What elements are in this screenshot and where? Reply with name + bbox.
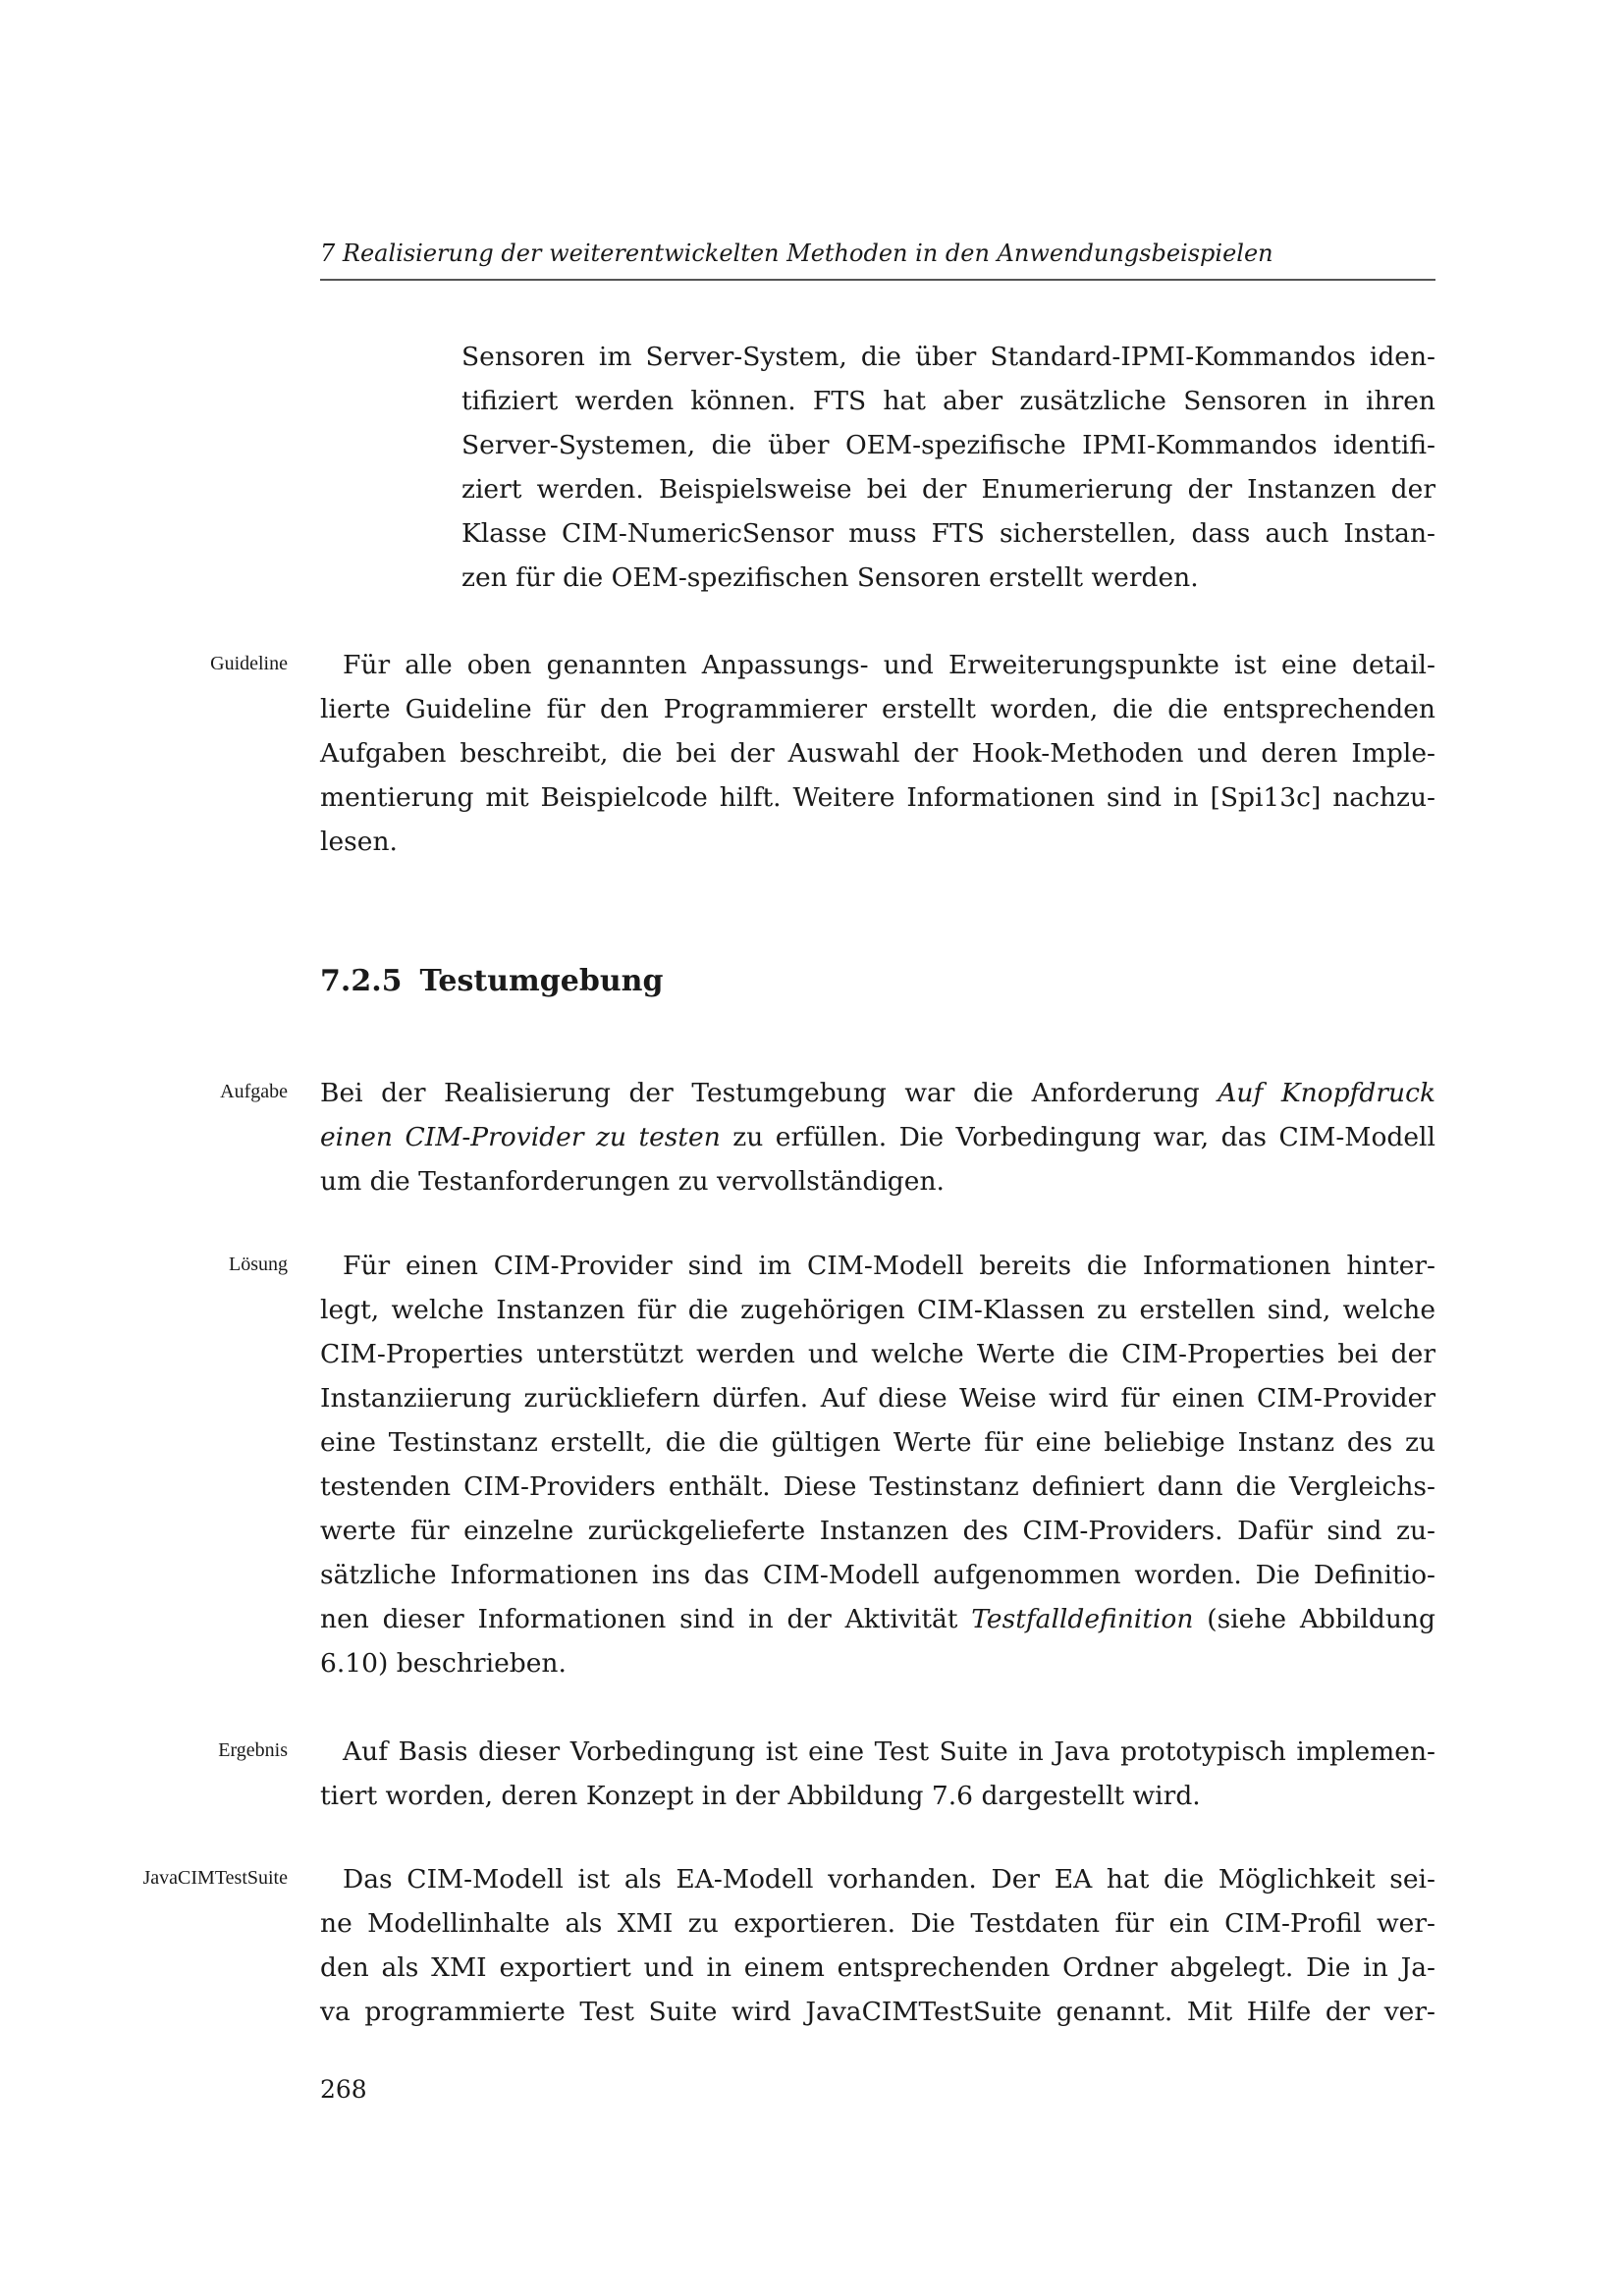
text-line: tifiziert werden können. FTS hat aber zusätzliche Sensoren in ihren [461,386,1435,416]
text-line: um die Testanforderungen zu vervollständigen. [320,1166,945,1197]
margin-note-ergebnis: Ergebnis [218,1739,288,1761]
text-line: lesen. [320,827,398,857]
text-line [320,1115,1435,1159]
text-line: mentierung mit Beispielcode hilft. Weitere Informationen sind in [Spi13c] nachzu- [320,782,1435,813]
text-line: Das CIM-Modell ist als EA-Modell vorhanden. Der EA hat die Möglichkeit sei- [343,1864,1435,1895]
text-line: den als XMI exportiert und in einem entsprechenden Ordner abgelegt. Die in Ja- [320,1952,1435,1983]
guideline-paragraph [320,643,1435,864]
italic-span: Auf Knopfdruck [1218,1078,1436,1108]
text-line: sätzliche Informationen ins das CIM-Modell aufgenommen worden. Die Definitio- [320,1560,1435,1590]
text-line: CIM-Properties unterstützt werden und welche Werte die CIM-Properties bei der [320,1339,1435,1369]
page-number: 268 [320,2075,367,2104]
section-title: Testumgebung [419,964,664,998]
loesung-paragraph [320,1244,1435,1685]
text-line: lierte Guideline für den Programmierer erstellt worden, die die entsprechenden [320,694,1435,724]
text-line: Für alle oben genannten Anpassungs- und Erweiterungspunkte ist eine detail- [343,650,1435,680]
italic-span: Testfalldefinition [971,1604,1194,1634]
ergebnis-paragraph [320,1730,1435,1818]
running-header: 7 Realisierung der weiterentwickelten Methoden in den Anwendungsbeispielen [320,240,1273,267]
text-line: Auf Basis dieser Vorbedingung ist eine Test Suite in Java prototypisch implemen- [343,1736,1435,1767]
text-span: nen dieser Informationen sind in der Aktivität [320,1604,972,1634]
text-line: 6.10) beschrieben. [320,1648,567,1679]
header-rule [320,279,1435,281]
text-span: (siehe Abbildung [1193,1604,1435,1634]
section-number: 7.2.5 [320,964,403,998]
text-line: Klasse CIM-NumericSensor muss FTS sicherstellen, dass auch Instan- [461,518,1435,549]
text-line: ne Modellinhalte als XMI zu exportieren. Die Testdaten für ein CIM-Profil wer- [320,1908,1435,1939]
text-line: va programmierte Test Suite wird JavaCIMTestSuite genannt. Mit Hilfe der ver- [320,1997,1435,2027]
text-line: legt, welche Instanzen für die zugehörigen CIM-Klassen zu erstellen sind, welche [320,1295,1435,1325]
text-span: zu erfüllen. Die Vorbedingung war, das CIM-Modell [720,1122,1435,1152]
text-line: Instanziierung zurückliefern dürfen. Auf diese Weise wird für einen CIM-Provider [320,1383,1435,1414]
margin-note-guideline: Guideline [210,653,288,674]
text-line: zen für die OEM-spezifischen Sensoren erstellt werden. [461,562,1199,593]
text-line [320,1597,1435,1641]
text-line: tiert worden, deren Konzept in der Abbildung 7.6 dargestellt wird. [320,1781,1201,1811]
text-line: Aufgaben beschreibt, die bei der Auswahl der Hook-Methoden und deren Imple- [320,738,1435,769]
text-line: Sensoren im Server-System, die über Standard-IPMI-Kommandos iden- [461,342,1435,372]
javacim-paragraph [320,1857,1435,2034]
intro-paragraph [461,335,1435,600]
text-line: testenden CIM-Providers enthält. Diese Testinstanz definiert dann die Vergleichs- [320,1471,1435,1502]
margin-note-loesung: Lösung [229,1254,288,1275]
text-line: werte für einzelne zurückgelieferte Instanzen des CIM-Providers. Dafür sind zu- [320,1516,1435,1546]
section-heading [320,964,663,998]
text-line [320,1071,1435,1115]
aufgabe-paragraph [320,1071,1435,1203]
text-line: eine Testinstanz erstellt, die die gültigen Werte für eine beliebige Instanz des zu [320,1427,1435,1458]
text-line: Server-Systemen, die über OEM-spezifische IPMI-Kommandos identifi- [461,430,1435,460]
text-line: Für einen CIM-Provider sind im CIM-Modell bereits die Informationen hinter- [343,1251,1435,1281]
italic-span: einen CIM-Provider zu testen [320,1122,721,1152]
text-span: Bei der Realisierung der Testumgebung war die Anforderung [320,1078,1218,1108]
text-line: ziert werden. Beispielsweise bei der Enumerierung der Instanzen der [461,474,1435,505]
margin-note-aufgabe: Aufgabe [220,1081,288,1102]
margin-note-javacimtestsuite: JavaCIMTestSuite [142,1867,288,1889]
